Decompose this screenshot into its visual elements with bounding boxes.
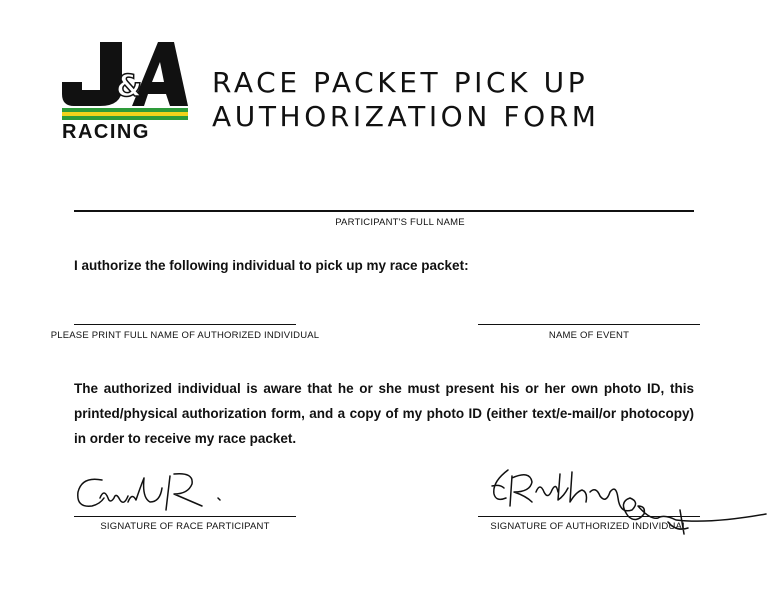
logo-stripe-yellow xyxy=(62,112,188,116)
logo-stripe-green-bottom xyxy=(62,116,188,120)
participant-signature-caption: SIGNATURE OF RACE PARTICIPANT xyxy=(100,521,270,532)
notice-paragraph: The authorized individual is aware that he or she must present his or her own photo ID, this printed/physical authorization form, and a copy of my photo ID (either text/e-mail/or photocopy) in order to receive my race packet. xyxy=(74,381,694,446)
participant-signature xyxy=(70,468,250,518)
authorized-name-caption: PLEASE PRINT FULL NAME OF AUTHORIZED INDIVIDUAL xyxy=(50,330,320,341)
form-title-line1: RACE PACKET PICK UP xyxy=(212,66,589,99)
authorized-name-line[interactable] xyxy=(74,324,296,325)
participant-name-line[interactable] xyxy=(74,210,694,212)
authorized-signature-line[interactable] xyxy=(478,516,700,517)
event-name-caption: NAME OF EVENT xyxy=(548,330,630,341)
ja-racing-logo xyxy=(60,40,190,140)
logo-stripe-green-top xyxy=(62,108,188,112)
authorization-statement: I authorize the following individual to pick up my race packet: xyxy=(74,258,469,273)
form-title xyxy=(212,66,712,134)
participant-name-caption: PARTICIPANT'S FULL NAME xyxy=(335,217,465,228)
logo-letters xyxy=(62,42,188,106)
authorized-signature xyxy=(480,462,768,552)
logo-subtitle: RACING xyxy=(62,121,150,140)
logo-ampersand: & xyxy=(116,69,143,104)
authorized-signature-caption: SIGNATURE OF AUTHORIZED INDIVIDUAL xyxy=(490,521,688,532)
event-name-line[interactable] xyxy=(478,324,700,325)
participant-signature-line[interactable] xyxy=(74,516,296,517)
form-title-line2: AUTHORIZATION FORM xyxy=(212,100,600,133)
